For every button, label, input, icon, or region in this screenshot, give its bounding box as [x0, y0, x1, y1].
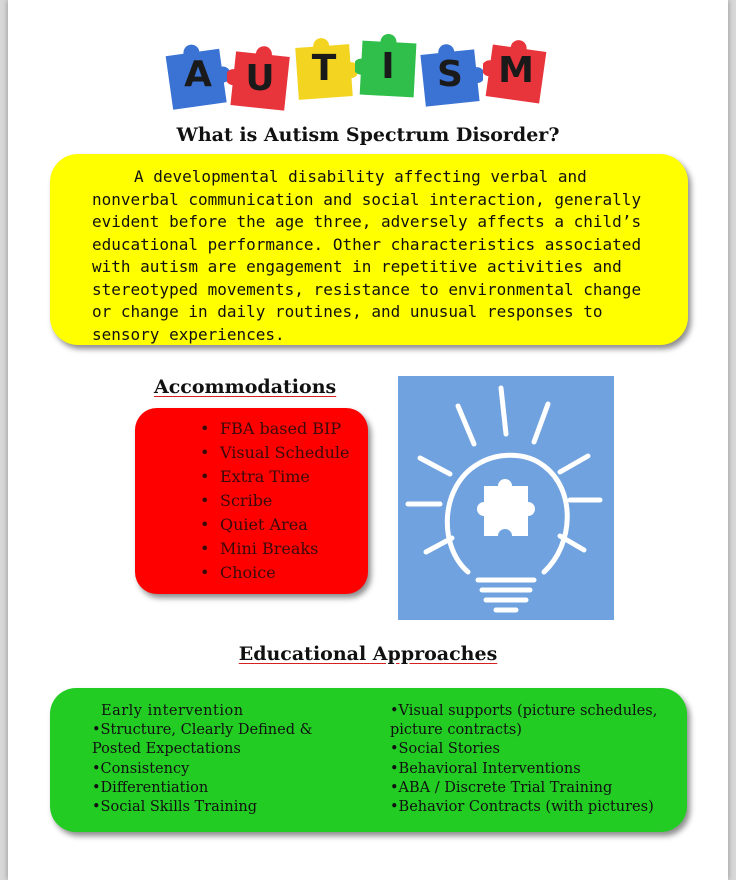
- list-item: •ABA / Discrete Trial Training: [390, 779, 613, 796]
- list-item: •Social Stories: [390, 741, 500, 758]
- list-item: • FBA based BIP: [220, 417, 368, 441]
- puzzle-piece-s: [417, 40, 483, 110]
- list-item: • Mini Breaks: [220, 537, 368, 561]
- list-item: •Visual supports (picture schedules,: [390, 703, 658, 719]
- list-item: • Choice: [220, 561, 368, 585]
- list-item: •Social Skills Training: [92, 799, 258, 816]
- list-item: • Extra Time: [220, 465, 368, 489]
- accommodations-list: [135, 408, 368, 585]
- list-item: •Behavior Contracts (with pictures): [390, 799, 654, 816]
- autism-puzzle-logo: [165, 30, 565, 125]
- page-title: What is Autism Spectrum Disorder?: [176, 124, 560, 146]
- list-item: •Structure, Clearly Defined &: [92, 722, 313, 739]
- list-item: •Behavioral Interventions: [390, 760, 581, 777]
- puzzle-piece-m: [483, 36, 549, 106]
- puzzle-piece-a: [165, 40, 231, 110]
- list-item: • Visual Schedule: [220, 441, 368, 465]
- logo-letter-t: T: [311, 48, 337, 89]
- definition-text: A developmental disability affecting verbal and nonverbal communication and social interaction, generally evident before the age three, adversely affects a child’s educational performance. Other characteristics associated with autism are engagement in repetitive activities and stereotyped movements, resistance to environmental change or change in daily routines, and unusual responses to sensory experiences.: [92, 167, 642, 344]
- logo-letter-a: A: [184, 54, 212, 95]
- accommodations-box: [135, 408, 368, 594]
- list-item: •Consistency: [92, 760, 190, 777]
- definition-box: [50, 154, 688, 345]
- logo-letter-s: S: [437, 54, 463, 95]
- list-item: Posted Expectations: [92, 741, 241, 758]
- approaches-right-column: [390, 702, 680, 817]
- puzzle-piece-u: [227, 44, 293, 114]
- list-item: Early intervention: [101, 703, 244, 719]
- approaches-left-column: [92, 702, 362, 817]
- list-item: •Differentiation: [92, 779, 209, 796]
- list-item: • Scribe: [220, 489, 368, 513]
- logo-letter-u: U: [245, 58, 275, 99]
- lightbulb-puzzle-icon: [398, 376, 614, 620]
- logo-letter-m: M: [498, 50, 534, 91]
- list-item: picture contracts): [390, 722, 522, 739]
- puzzle-piece-t: [291, 34, 357, 104]
- list-item: • Quiet Area: [220, 513, 368, 537]
- logo-letter-i: I: [381, 46, 395, 87]
- educational-approaches-heading: Educational Approaches: [238, 643, 498, 665]
- accommodations-heading: Accommodations: [154, 376, 337, 398]
- puzzle-piece-i: [355, 32, 421, 102]
- approaches-box: [50, 688, 687, 832]
